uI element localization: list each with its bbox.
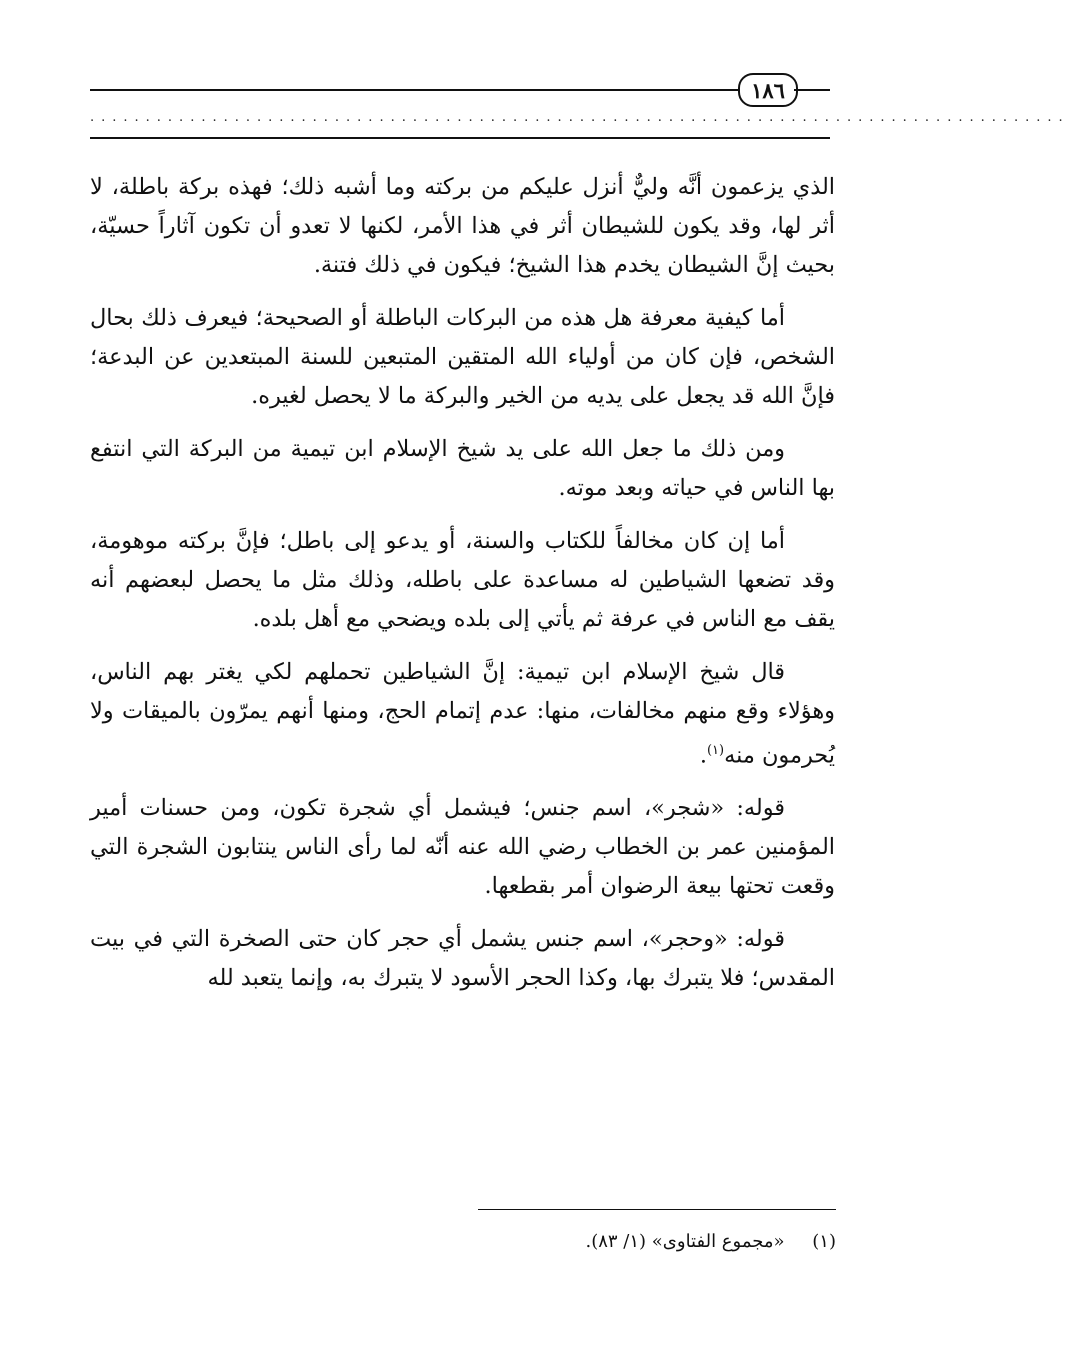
footnote-reference[interactable]: (١) [706, 743, 725, 758]
header-dotted-line: ........................................................................................ [90, 110, 1070, 125]
paragraph-text: أما إن كان مخالفاً للكتاب والسنة، أو يدعو إلى باطل؛ فإنَّ بركته موهومة، وقد تضعها الشياطين له مساعدة على باطله، وذلك مثل ما يحصل لبعضهم أنه يقف مع الناس في عرفة ثم يأتي إلى بلده ويضحي مع أهل بلده. [90, 528, 835, 632]
footnote [336, 1228, 836, 1256]
paragraph-6 [90, 789, 835, 906]
paragraph-2 [90, 299, 835, 416]
paragraph-3 [90, 430, 835, 508]
paragraph-text: أما كيفية معرفة هل هذه من البركات الباطلة أو الصحيحة؛ فيعرف ذلك بحال الشخص، فإن كان من أولياء الله المتقين المتبعين للسنة المبتعدين عن البدعة؛ فإنَّ الله قد يجعل على يديه من الخير والبركة ما لا يحصل لغيره. [90, 305, 835, 409]
paragraph-text: قال شيخ الإسلام ابن تيمية: إنَّ الشياطين تحملهم لكي يغتر بهم الناس، وهؤلاء وقع منهم مخالفات، منها: عدم إتمام الحج، ومنها أنهم يمرّون بالميقات ولا يُحرمون منه [90, 659, 835, 769]
paragraph-7 [90, 920, 835, 998]
paragraph-1 [90, 168, 835, 285]
footnote-separator [478, 1209, 836, 1210]
paragraph-text: قوله: «شجر»، اسم جنس؛ فيشمل أي شجرة تكون، ومن حسنات أمير المؤمنين عمر بن الخطاب رضي الله عنه أنّه لما رأى الناس ينتابون الشجرة التي وقعت تحتها بيعة الرضوان أمر بقطعها. [90, 795, 835, 900]
paragraph-4 [90, 522, 835, 639]
paragraph-text: الذي يزعمون أنَّه وليٌّ أنزل عليكم من بركته وما أشبه ذلك؛ فهذه بركة باطلة، لا أثر لها، وقد يكون للشيطان أثر في هذا الأمر، لكنها لا تعدو أن تكون آثاراً حسيّة، بحيث إنَّ الشيطان يخدم هذا الشيخ؛ فيكون في ذلك فتنة. [90, 174, 835, 278]
footnote-text: «مجموع الفتاوى» (١/ ٨٣). [585, 1231, 785, 1252]
footnote-number: (١) [812, 1231, 836, 1252]
page-number: ١٨٦ [738, 73, 798, 107]
paragraph-tail: . [699, 742, 707, 769]
header-rule-bottom [90, 137, 830, 139]
header-rule-left [90, 89, 738, 91]
main-text [90, 168, 835, 1012]
paragraph-text: ومن ذلك ما جعل الله على يد شيخ الإسلام ابن تيمية من البركة التي انتفع بها الناس في حياته وبعد موته. [90, 436, 835, 501]
paragraph-text: قوله: «وحجر»، اسم جنس يشمل أي حجر كان حتى الصخرة التي في بيت المقدس؛ فلا يتبرك بها، وكذا الحجر الأسود لا يتبرك به، وإنما يتعبد لله [90, 926, 835, 992]
header-rule-right [794, 89, 830, 91]
paragraph-5 [90, 653, 835, 775]
